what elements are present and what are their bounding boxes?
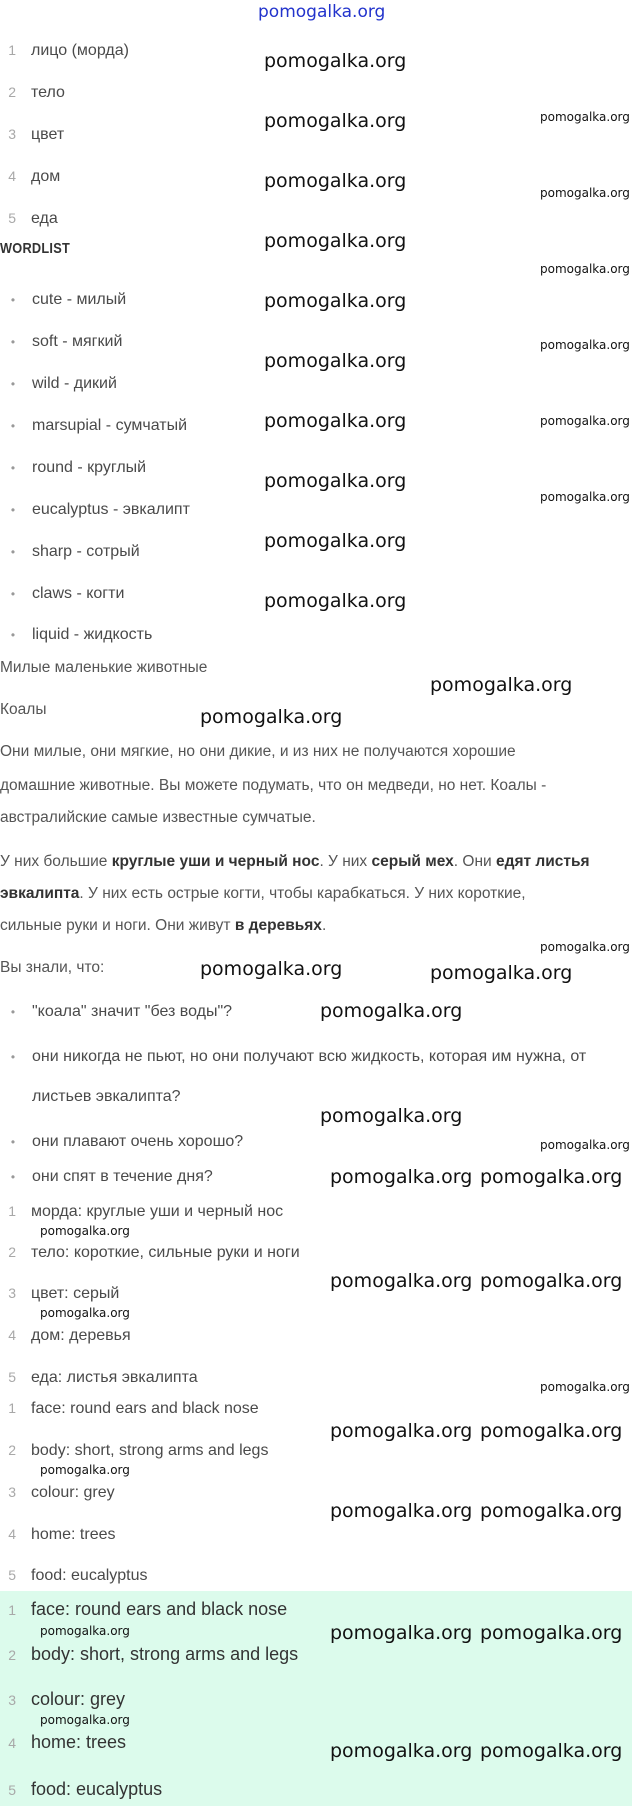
list-item: 5 еда: листья эвкалипта [8,1369,198,1386]
list-item: • soft - мягкий [10,333,123,350]
list-item: 2 body: short, strong arms and legs [8,1644,299,1664]
list-item: 4 home: trees [8,1526,116,1543]
wordlist-heading: WORDLIST [0,240,71,257]
watermark: pomogalka.org [200,958,343,980]
watermark: pomogalka.org [480,1622,623,1644]
list-item: 1 морда: круглые уши и черный нос [8,1203,284,1220]
list-item: 2 тело: короткие, сильные руки и ноги [8,1244,300,1261]
watermark: pomogalka.org [200,706,343,728]
list-item-continued: листьев эвкалипта? [32,1088,181,1105]
did-you-know: Вы знали, что: [0,959,105,976]
watermark-top: pomogalka.org [258,2,386,22]
list-item: 3 цвет [8,126,65,143]
list-item: • cute - милый [10,291,127,308]
watermark: pomogalka.org [540,940,630,954]
watermark: pomogalka.org [40,1624,130,1638]
watermark: pomogalka.org [480,1270,623,1292]
watermark: pomogalka.org [40,1306,130,1320]
list-item: • wild - дикий [10,375,117,392]
watermark: pomogalka.org [540,186,630,200]
text-subtitle: Коалы [0,701,47,718]
watermark: pomogalka.org [540,414,630,428]
watermark: pomogalka.org [540,490,630,504]
list-item: 2 тело [8,84,65,101]
list-item: 3 цвет: серый [8,1285,120,1302]
watermark: pomogalka.org [480,1166,623,1188]
watermark: pomogalka.org [330,1166,473,1188]
paragraph-line: эвкалипта. У них есть острые когти, чтобы карабкаться. У них короткие, [0,885,526,902]
watermark: pomogalka.org [480,1500,623,1522]
watermark: pomogalka.org [540,1380,630,1394]
list-item: 3 colour: grey [8,1484,115,1501]
watermark: pomogalka.org [330,1420,473,1442]
list-item: 5 food: eucalyptus [8,1567,148,1584]
watermark: pomogalka.org [540,110,630,124]
watermark: pomogalka.org [264,170,407,192]
text-title: Милые маленькие животные [0,659,208,676]
paragraph-line: домашние животные. Вы можете подумать, что он медведи, но нет. Коалы - [0,777,547,794]
watermark: pomogalka.org [40,1463,130,1477]
list-item: 1 face: round ears and black nose [8,1599,288,1619]
list-item: • round - круглый [10,459,147,476]
watermark: pomogalka.org [40,1713,130,1727]
list-item: • они никогда не пьют, но они получают всю жидкость, которая им нужна, от [10,1048,587,1065]
watermark: pomogalka.org [430,962,573,984]
watermark: pomogalka.org [320,1105,463,1127]
list-item: 2 body: short, strong arms and legs [8,1442,269,1459]
watermark: pomogalka.org [264,110,407,132]
watermark: pomogalka.org [330,1500,473,1522]
paragraph-line: австралийские самые известные сумчатые. [0,809,316,826]
list-item: • marsupial - сумчатый [10,417,188,434]
watermark: pomogalka.org [430,674,573,696]
paragraph-line: Они милые, они мягкие, но они дикие, и из них не получаются хорошие [0,743,516,760]
watermark: pomogalka.org [264,350,407,372]
watermark: pomogalka.org [540,262,630,276]
list-item: 5 food: eucalyptus [8,1779,163,1799]
list-item: 1 face: round ears and black nose [8,1400,259,1417]
paragraph-line: сильные руки и ноги. Они живут в деревьях. [0,917,327,934]
watermark: pomogalka.org [320,1000,463,1022]
watermark: pomogalka.org [330,1270,473,1292]
watermark: pomogalka.org [264,290,407,312]
list-item: • claws - когти [10,585,125,602]
list-item: 4 дом [8,168,61,185]
watermark: pomogalka.org [264,50,407,72]
watermark: pomogalka.org [264,530,407,552]
list-item: • они спят в течение дня? [10,1168,213,1185]
watermark: pomogalka.org [480,1420,623,1442]
watermark: pomogalka.org [40,1224,130,1238]
watermark: pomogalka.org [264,230,407,252]
watermark: pomogalka.org [264,410,407,432]
list-item: 4 home: trees [8,1732,127,1752]
watermark: pomogalka.org [330,1740,473,1762]
paragraph-line: У них большие круглые уши и черный нос. У них серый мех. Они едят листья [0,853,590,870]
list-item: • "коала" значит "без воды"? [10,1003,233,1020]
watermark: pomogalka.org [540,1138,630,1152]
watermark: pomogalka.org [540,338,630,352]
list-item: 1 лицо (морда) [8,42,129,59]
list-item: 4 дом: деревья [8,1327,131,1344]
watermark: pomogalka.org [330,1622,473,1644]
watermark: pomogalka.org [264,590,407,612]
list-item: • sharp - сотрый [10,543,140,560]
watermark: pomogalka.org [264,470,407,492]
watermark: pomogalka.org [480,1740,623,1762]
list-item: 5 еда [8,210,58,227]
list-item: • liquid - жидкость [10,626,153,643]
list-item: • они плавают очень хорошо? [10,1133,244,1150]
list-item: 3 colour: grey [8,1689,126,1709]
list-item: • eucalyptus - эвкалипт [10,501,190,518]
